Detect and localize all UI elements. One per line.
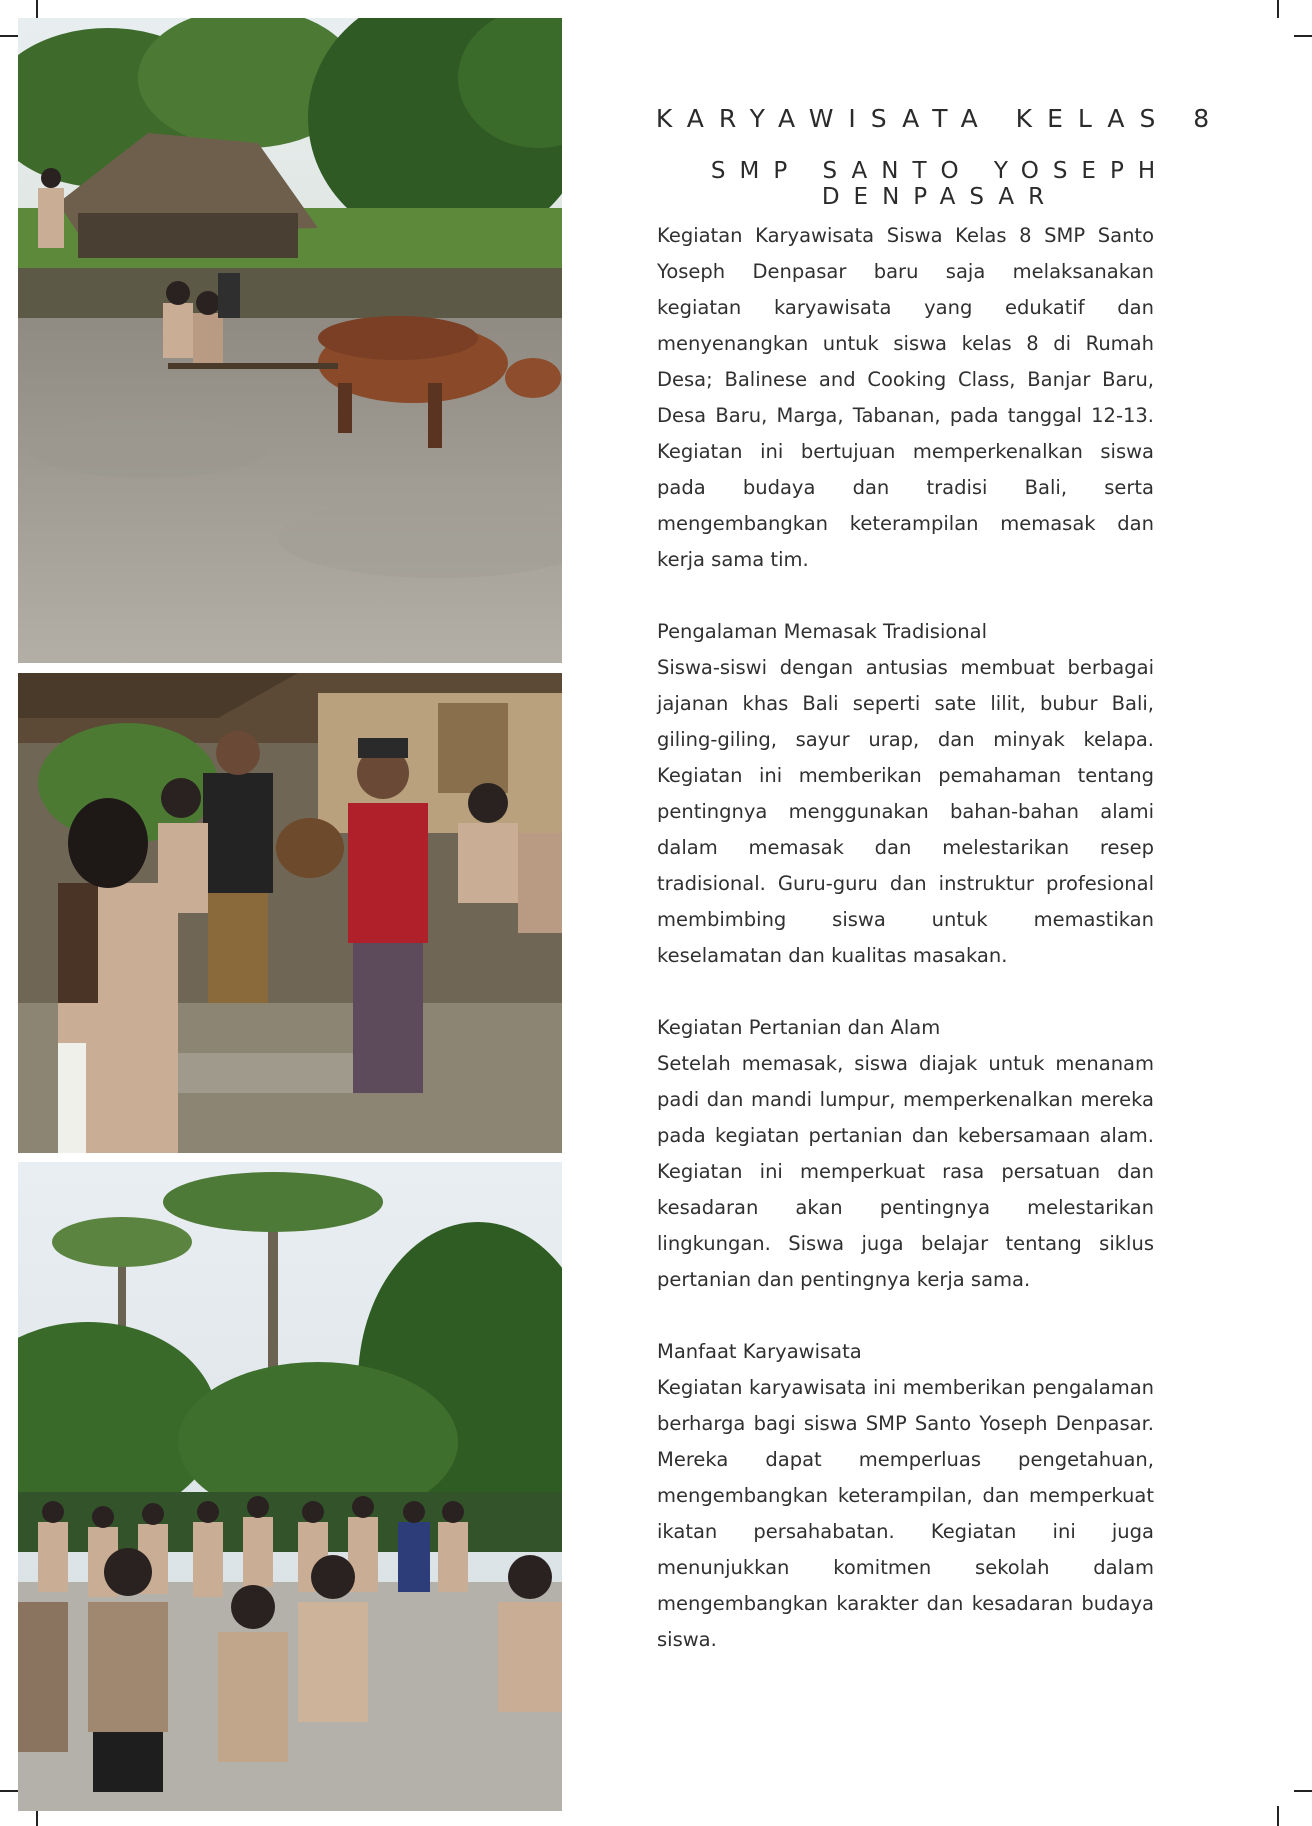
crop-mark-top-right	[1277, 0, 1279, 18]
photo-mud-bath	[18, 1162, 562, 1811]
page-title: KARYAWISATA KELAS 8	[655, 104, 1225, 133]
section-body-benefits: Kegiatan karyawisata ini memberikan pengalaman berharga bagi siswa SMP Santo Yoseph Denpasar. Mereka dapat memperluas pengetahuan, mengembangkan keterampilan, dan memperkuat ikatan persahabatan. Kegiatan ini juga menunjukkan komitmen sekolah dalam mengembangkan karakter dan kesadaran budaya siswa.	[657, 1376, 1154, 1651]
crop-mark-bottom-right-h	[1294, 1790, 1312, 1792]
intro-paragraph: Kegiatan Karyawisata Siswa Kelas 8 SMP Santo Yoseph Denpasar baru saja melaksanakan kegiatan karyawisata yang edukatif dan menyenangkan untuk siswa kelas 8 di Rumah Desa; Balinese and Cooking Class, Banjar Baru, Desa Baru, Marga, Tabanan, pada tanggal 12-13. Kegiatan ini bertujuan memperkenalkan siswa pada budaya dan tradisi Bali, serta mengembangkan keterampilan memasak dan kerja sama tim.	[657, 224, 1154, 571]
crop-mark-top-left	[36, 0, 38, 20]
crop-mark-top-left-h	[0, 35, 18, 37]
crop-mark-top-right-h	[1294, 35, 1312, 37]
section-heading-benefits: Manfaat Karyawisata	[657, 1340, 862, 1363]
article-body	[657, 218, 1154, 1658]
photo-cooking-class	[18, 673, 562, 1153]
section-body-farming: Setelah memasak, siswa diajak untuk menanam padi dan mandi lumpur, memperkenalkan mereka pada kegiatan pertanian dan kebersamaan alam. Kegiatan ini memperkuat rasa persatuan dan kesadaran akan pentingnya melestarikan lingkungan. Siswa juga belajar tentang siklus pertanian dan pentingnya kerja sama.	[657, 1052, 1154, 1291]
page-subtitle: SMP SANTO YOSEPH DENPASAR	[710, 158, 1170, 210]
crop-mark-bottom-right	[1277, 1806, 1279, 1826]
crop-mark-bottom-left-h	[0, 1790, 18, 1792]
section-heading-cooking: Pengalaman Memasak Tradisional	[657, 620, 988, 643]
photo-ox-ploughing	[18, 18, 562, 663]
section-heading-farming: Kegiatan Pertanian dan Alam	[657, 1016, 941, 1039]
section-body-cooking: Siswa-siswi dengan antusias membuat berbagai jajanan khas Bali seperti sate lilit, bubur Bali, giling-giling, sayur urap, dan minyak kelapa. Kegiatan ini memberikan pemahaman tentang pentingnya menggunakan bahan-bahan alami dalam memasak dan melestarikan resep tradisional. Guru-guru dan instruktur profesional membimbing siswa untuk memastikan keselamatan dan kualitas masakan.	[657, 656, 1154, 967]
